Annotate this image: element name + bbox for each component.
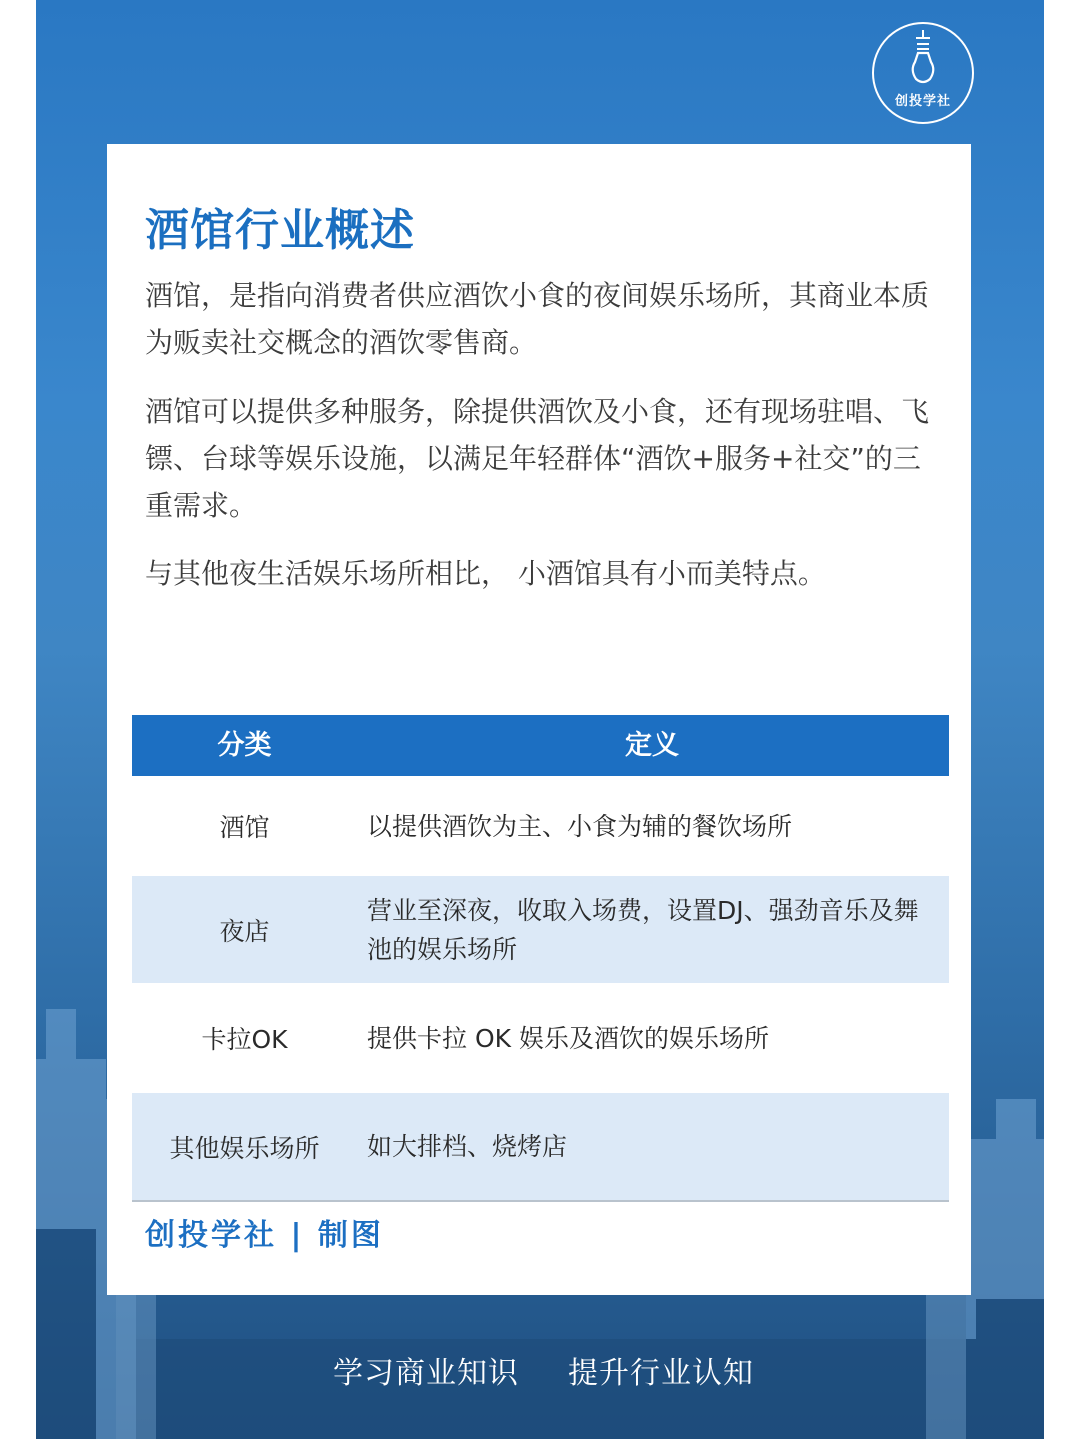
lightbulb-icon (904, 30, 942, 88)
row-definition: 提供卡拉 OK 娱乐及酒饮的娱乐场所 (367, 1023, 769, 1053)
slogan-left: 学习商业知识 (333, 1356, 519, 1391)
row-category: 酒馆 (219, 813, 270, 842)
table-row (132, 1093, 949, 1202)
table-row (132, 876, 949, 983)
table-row (132, 983, 949, 1093)
poster-background (36, 0, 1044, 1439)
intro-paragraph-1: 酒馆，是指向消费者供应酒饮小食的夜间娱乐场所，其商业本质为贩卖社交概念的酒饮零售商。 (145, 279, 930, 359)
intro-paragraph-2: 酒馆可以提供多种服务，除提供酒饮及小食，还有现场驻唱、飞镖、台球等娱乐设施，以满足年轻群体“酒饮+服务+社交”的三重需求。 (145, 395, 930, 522)
row-category: 卡拉OK (201, 1025, 288, 1054)
page-title: 酒馆行业概述 (145, 205, 415, 256)
row-definition: 如大排档、烧烤店 (367, 1132, 568, 1161)
logo-text: 创投学社 (894, 94, 951, 109)
classification-table (132, 715, 949, 1202)
content-card (107, 144, 971, 1295)
header-definition: 定义 (625, 730, 679, 761)
intro-paragraph-3: 与其他夜生活娱乐场所相比， 小酒馆具有小而美特点。 (145, 557, 826, 590)
chart-credit: 创投学社 | 制图 (145, 1218, 384, 1253)
row-definition: 以提供酒饮为主、小食为辅的餐饮场所 (367, 811, 793, 841)
brand-logo (872, 22, 974, 124)
row-category: 夜店 (219, 916, 270, 946)
row-definition: 营业至深夜，收取入场费，设置DJ、强劲音乐及舞池的娱乐场所 (367, 895, 919, 964)
table-header (132, 715, 949, 776)
row-category: 其他娱乐场所 (169, 1133, 320, 1163)
table-row (132, 776, 949, 876)
header-category: 分类 (217, 730, 272, 761)
slogan-right: 提升行业认知 (568, 1356, 754, 1391)
